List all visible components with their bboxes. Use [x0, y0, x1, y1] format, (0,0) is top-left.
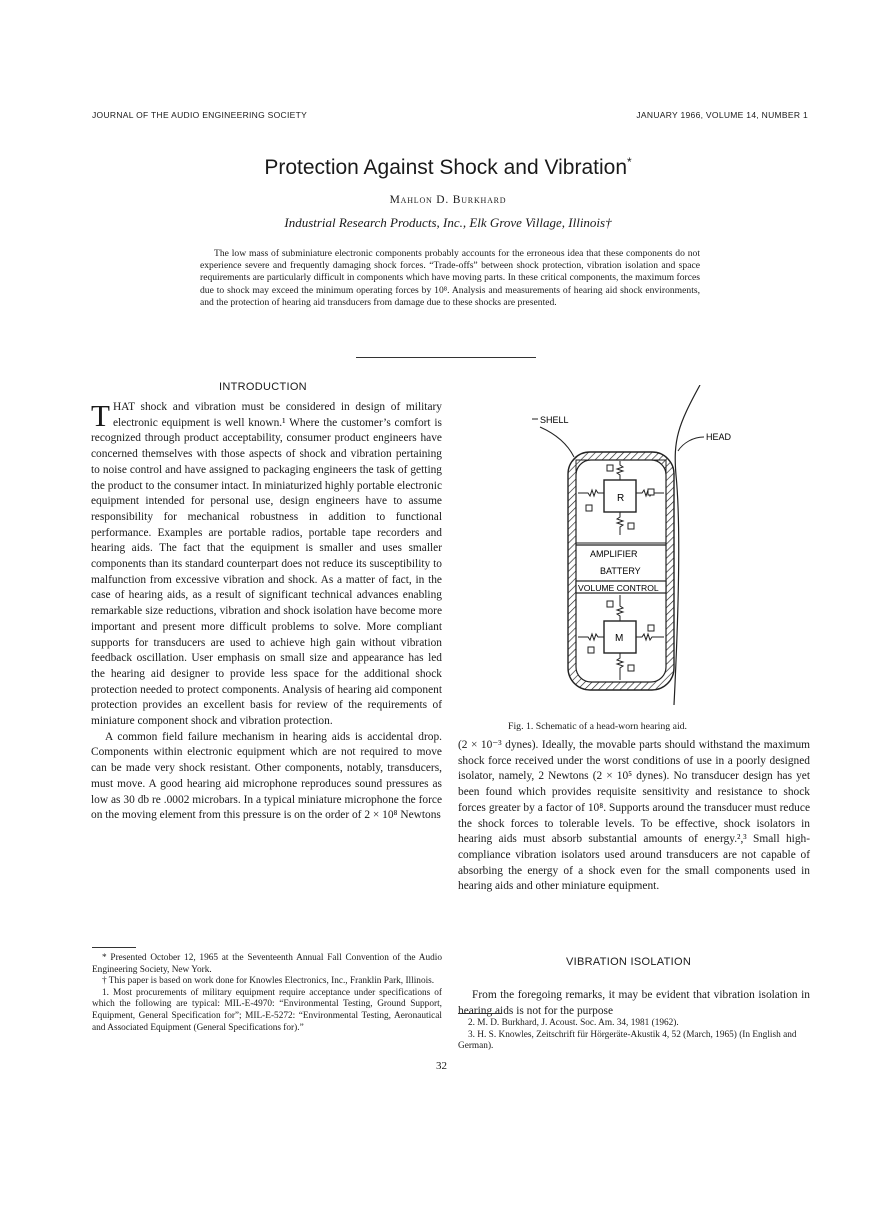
- footnote-divider: [92, 947, 136, 948]
- drop-cap: T: [91, 398, 110, 433]
- figure-caption: Fig. 1. Schematic of a head-worn hearing aid.: [508, 721, 688, 732]
- amplifier-label: AMPLIFIER: [590, 549, 638, 559]
- paper-title: [0, 155, 896, 180]
- paragraph-3: (2 × 10⁻³ dynes). Ideally, the movable parts should withstand the maximum shock force received under the worst conditions of use in a poorly designed isolator, namely, 2 Newtons (2 × 10⁵ dynes). No transducer design has yet been found which provides requisite sensitivity and resistance to shock forces greater by a factor of 10⁸. Supports around the transducer must reduce the shock forces to tolerable levels. To be effective, shock isolators in hearing aids must absorb substantial amounts of energy.²,³ Small high-compliance vibration isolators used around transducers are not capable of absorbing the energy of a shock even for the small components used in hearing aids and other miniature equipment.: [458, 739, 810, 893]
- paragraph-4: From the foregoing remarks, it may be evident that vibration isolation in hearing aids is not for the purpose: [458, 989, 810, 1018]
- paragraph-1-text: HAT shock and vibration must be considered in design of military electronic equipment is well known.¹ Where the customer’s comfort is recognized through product acceptability, consumer product engineers have concerned themselves with those aspects of shock and vibration pertaining to noise control and have assigned to packaging engineers the task of getting the product to the consumer intact. In miniaturized highly portable electronic equipment intended for personal use, design engineers have to assume responsibility for mechanical robustness in addition to functional performance. Examples are portable radios, portable tape recorders and hearing aids. The fact that the equipment is smaller and uses smaller components than its standard counterpart does not reduce its susceptibility to malfunction from excessive vibration and shock. As a matter of fact, in the case of hearing aids, as a result of significant technical advances enabling remarkable size reductions, vibration and shock isolation have become more important and present more difficult problems to solve. More compliant supports for transducers are used to achieve high gain without vibration feedback oscillation. User emphasis on small size and appearance has led the hearing aid designer to provide less space for the additional shock protection needed to protect components. Analysis of hearing aid component protection provides an excellent basis for review of the requirements of miniature component shock and vibration protection.: [91, 401, 442, 728]
- paragraph-2: A common field failure mechanism in hearing aids is accidental drop. Components within electronic equipment which are not required to move can be made very shock resistant. Other components, notably, transducers, must move. A good hearing aid microphone reproduces sound pressures as low as 30 db re .0002 microbars. In a typical miniature microphone the force on the moving element from this pressure is on the order of 2 × 10⁸ Newtons: [91, 730, 442, 822]
- battery-label: BATTERY: [600, 566, 641, 576]
- footnote: † This paper is based on work done for Knowles Electronics, Inc., Franklin Park, Illinois.: [102, 976, 435, 987]
- affiliation: Industrial Research Products, Inc., Elk Grove Village, Illinois†: [284, 215, 612, 230]
- footnotes-left: [92, 953, 442, 1034]
- receiver-label: R: [617, 493, 625, 504]
- footnote-divider: [458, 1013, 502, 1014]
- footnotes-right: [458, 1018, 810, 1053]
- right-column: [458, 738, 810, 895]
- issue-info: JANUARY 1966, VOLUME 14, NUMBER 1: [636, 110, 808, 120]
- section-divider: [356, 357, 536, 358]
- left-column: [91, 400, 442, 824]
- abstract: The low mass of subminiature electronic components probably accounts for the erroneous idea that these components do not experience severe and frequently damaging shock forces. “Trade-offs” between shock protection, vibration isolation and space requirements are particularly difficult in components which have moving parts. In these critical components, the maximum forces due to shock may exceed the minimum operating forces by 10⁸. Analysis and measurements of hearing aid shock environments, and the protection of hearing aid transducers from damage due to these shocks are presented.: [200, 248, 700, 308]
- footnote: 1. Most procurements of military equipment require acceptance under specifications of which the following are typical: MIL-E-4970: “Environmental Testing, Ground Support, Equipment, General Specification for”; MIL-E-5272: “Environmental Testing, Aeronautical and Associated Equipment (General Specifications for).”: [92, 987, 442, 1033]
- author: Mahlon D. Burkhard: [389, 194, 507, 206]
- page-number: 32: [436, 1060, 447, 1072]
- footnote: 2. M. D. Burkhard, J. Acoust. Soc. Am. 34, 1981 (1962).: [468, 1018, 679, 1028]
- title-footnote-mark: *: [627, 155, 632, 169]
- title-text: Protection Against Shock and Vibration: [264, 156, 627, 179]
- volume-control-label: VOLUME CONTROL: [578, 583, 659, 593]
- paragraph-1: [91, 400, 442, 730]
- hearing-aid-schematic: [528, 385, 738, 705]
- journal-name: JOURNAL OF THE AUDIO ENGINEERING SOCIETY: [92, 110, 308, 120]
- footnote: * Presented October 12, 1965 at the Seventeenth Annual Fall Convention of the Audio Engineering Society, New York.: [92, 953, 442, 975]
- head-outline: [674, 385, 700, 705]
- heading-introduction: INTRODUCTION: [219, 381, 307, 393]
- heading-vibration-isolation: VIBRATION ISOLATION: [566, 956, 692, 968]
- head-label: HEAD: [706, 432, 732, 442]
- shell-label: SHELL: [540, 415, 569, 425]
- footnote: 3. H. S. Knowles, Zeitschrift für Hörgeräte-Akustik 4, 52 (March, 1965) (In English and German).: [458, 1029, 797, 1052]
- microphone-label: M: [615, 633, 624, 644]
